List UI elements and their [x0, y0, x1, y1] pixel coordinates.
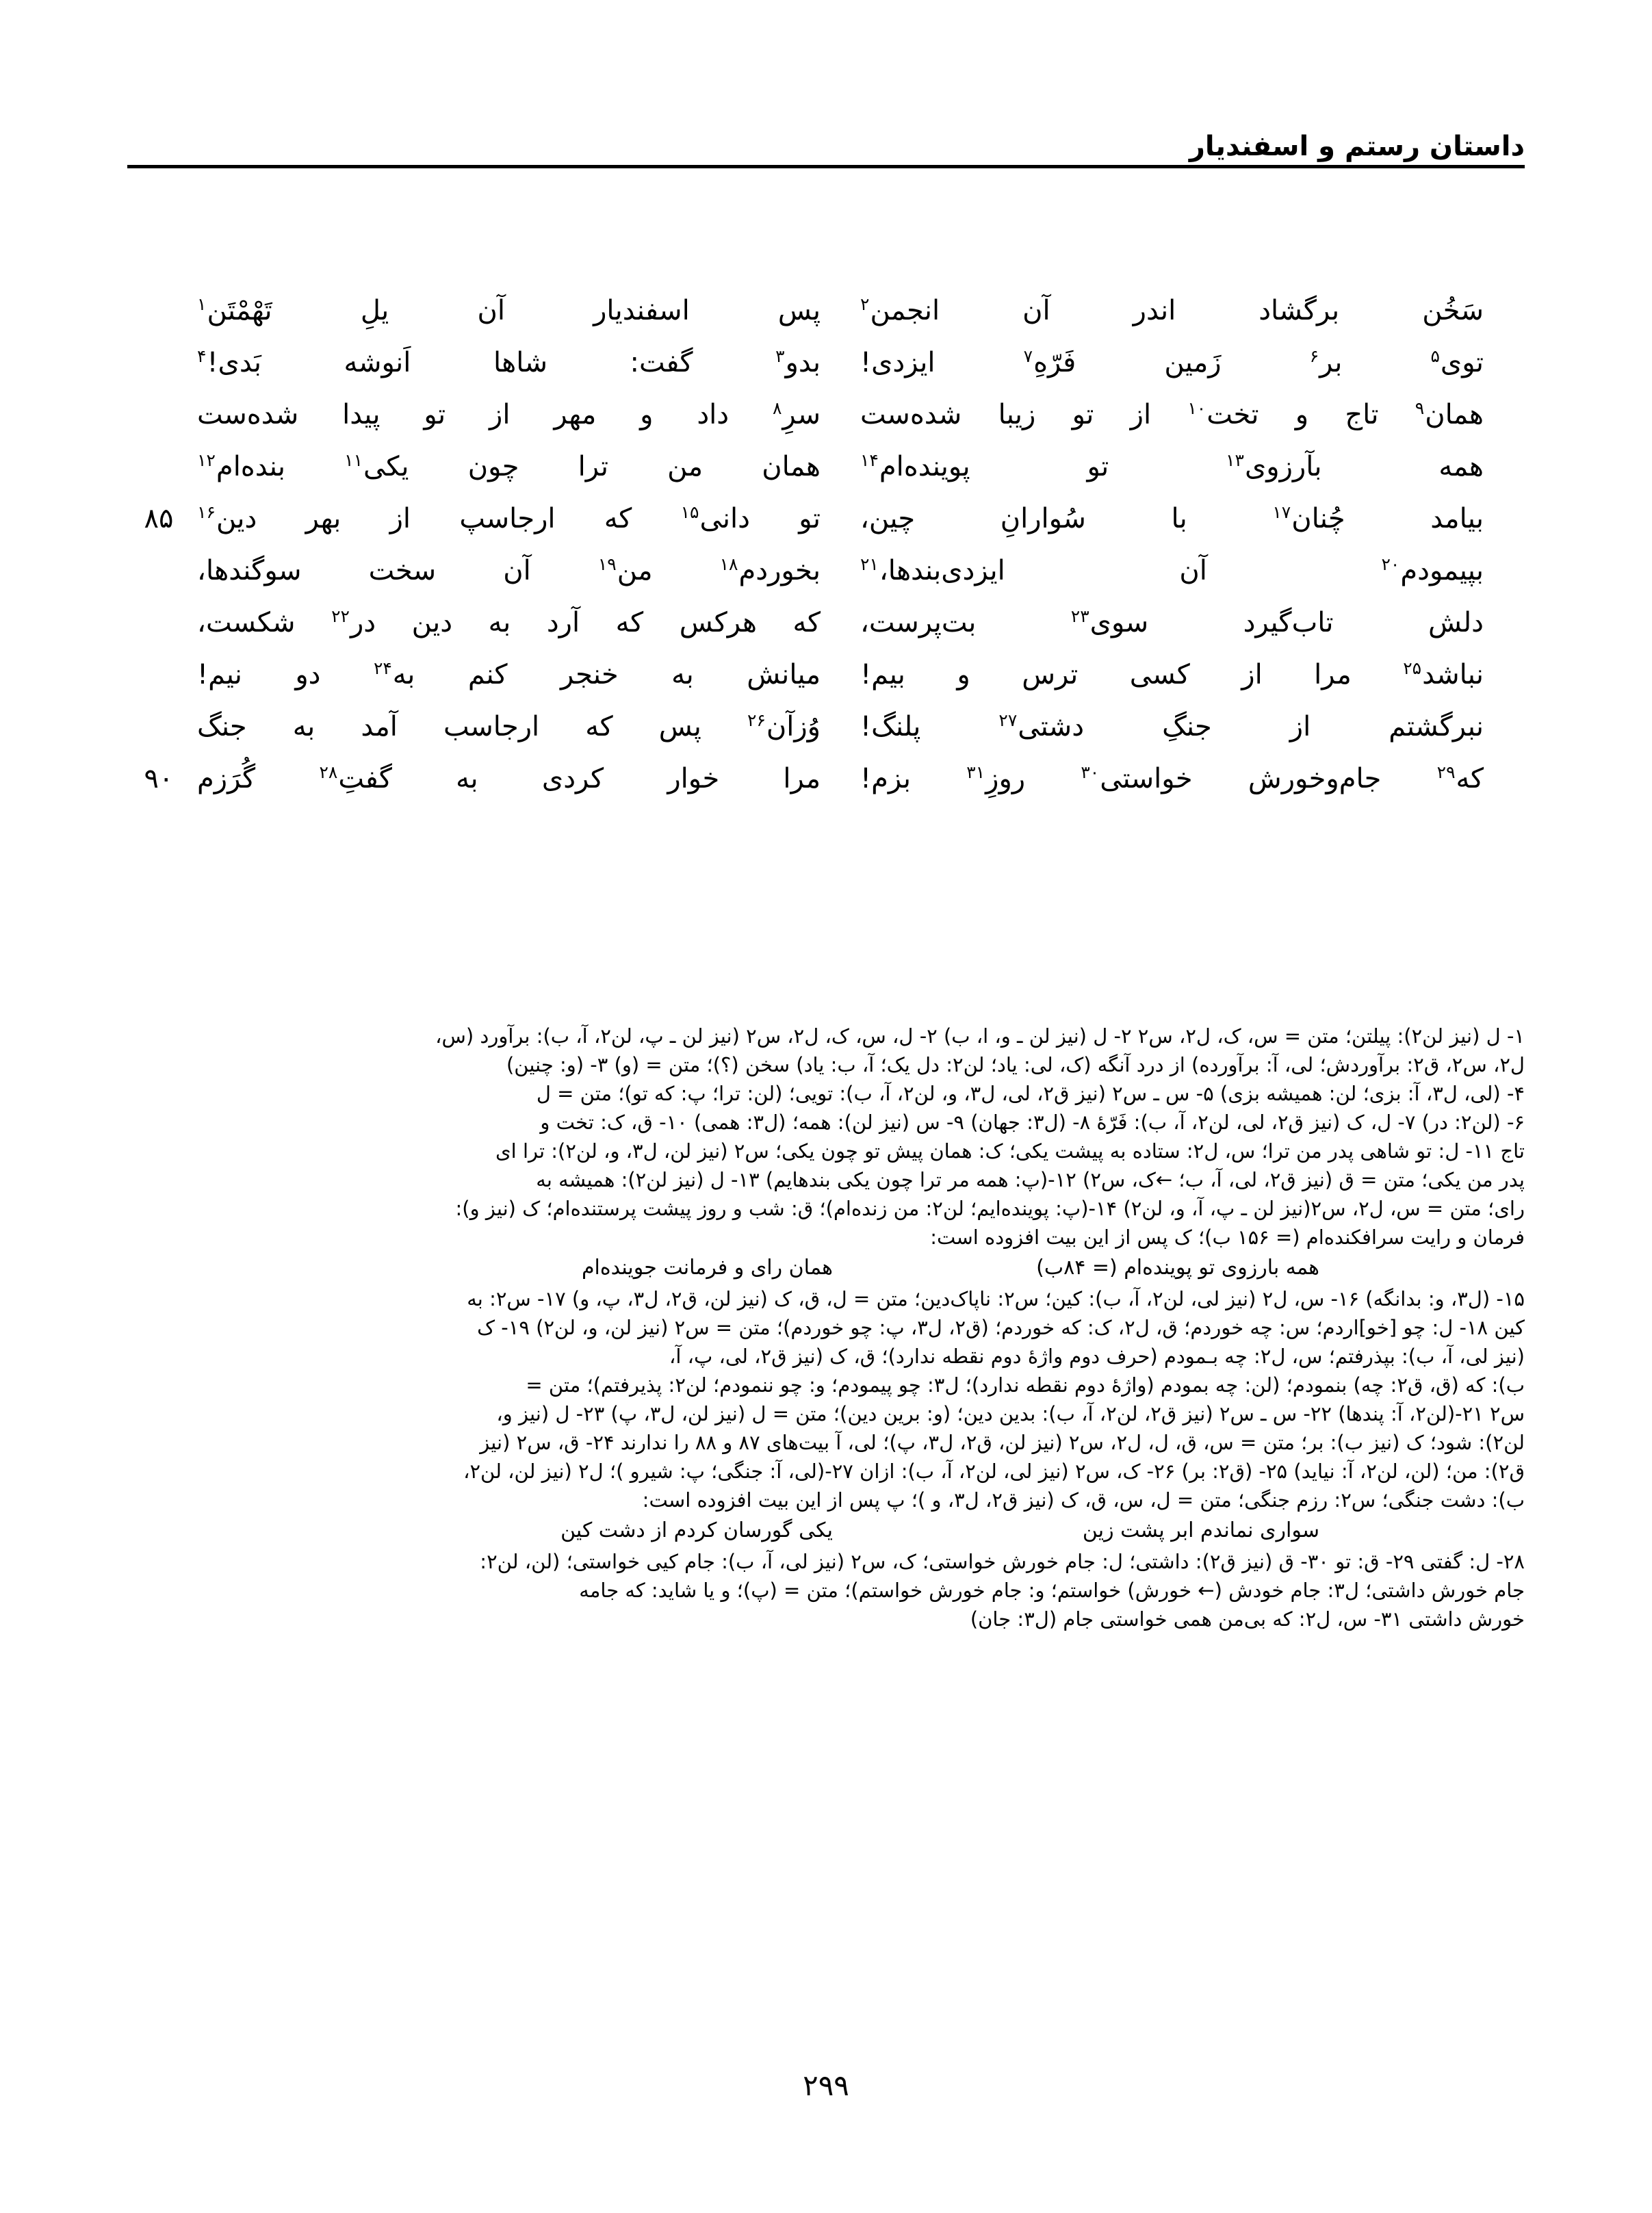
verse-word: انجمن$^۲$: [860, 294, 940, 326]
verse-word: همان: [762, 451, 821, 482]
verse-word: آرد: [546, 607, 580, 638]
footnote-marker: ۷: [1023, 346, 1033, 366]
footnote-marker: ۲۲: [331, 606, 350, 626]
verse-word: و: [957, 659, 970, 690]
verse-word: کردی: [541, 763, 604, 794]
hemistich-left: [841, 494, 1525, 543]
inset-hemistich-second: سواری نماندم ابر پشت زین: [1082, 1518, 1319, 1542]
hemistich-left: [841, 546, 1525, 595]
apparatus-line: تاج ۱۱- ل: تو شاهی پدر من ترا؛ س، ل۲: ستاده به پیشت یکی؛ ک: همان پیش تو چون یکی؛ س۲ (نیز لن، ل۳، و، لن۲): ترا ای: [495, 1139, 1525, 1163]
apparatus-inset-verse: [127, 1252, 1525, 1284]
verse-word: پلنگ!: [860, 711, 921, 742]
footnote-marker: ۱۲: [197, 450, 216, 470]
hemistich-right: [190, 702, 841, 751]
verse-word: گُرَزم: [197, 763, 256, 794]
apparatus-criticus: [127, 1022, 1525, 1633]
apparatus-line: ب): دشت جنگی؛ س۲: رزم جنگی؛ متن = ل، س، ق، ک (نیز ق۲، ل۳، و )؛ پ پس از این بیت افزوده است:: [642, 1488, 1525, 1512]
apparatus-line: لن۲): شود؛ ک (نیز ب): بر؛ متن = س، ق، ل، ل۲، س۲ (نیز لن، ق۲، ل۳، پ)؛ لی، آ بیت‌های ۸۷ و ۸۸ را ندارند ۲۴- ق، س۲ (نیز: [480, 1431, 1525, 1454]
verse-word: آن: [1179, 555, 1207, 586]
hemistich-right: [190, 338, 841, 387]
verse-word: پیدا: [342, 399, 380, 430]
hemistich-left: [841, 650, 1525, 699]
verse-word: تخت$^{۱۰}$: [1187, 398, 1259, 430]
verse-word: از: [389, 503, 411, 534]
footnote-marker: ۱: [197, 294, 207, 314]
hemistich-right: [190, 598, 841, 647]
verse-couplet: [127, 494, 1525, 546]
footnote-marker: ۹: [1415, 398, 1425, 418]
verse-couplet: [127, 754, 1525, 806]
inset-hemistich-first: همان رای و فرمانت جوینده‌ام: [581, 1256, 833, 1280]
hemistich-left: [841, 598, 1525, 647]
verse-word: گفت:: [630, 347, 693, 378]
footnote-marker: ۱۹: [597, 554, 617, 574]
verse-word: مهر: [554, 399, 597, 430]
hemistich-left: [841, 286, 1525, 335]
verse-word: جنگِ: [1162, 711, 1212, 742]
verse-word: از: [489, 399, 511, 430]
header-rule: [127, 165, 1525, 168]
verse-word: خنجر: [560, 659, 619, 690]
verse-word: تاب‌گیرد: [1243, 607, 1334, 638]
apparatus-line: ق۲): من؛ (لن، لن۲، آ: نیاید) ۲۵- (ق۲: بر) ۲۶- ک، س۲ (نیز لی، لن۲، آ، ب): ازان ۲۷-(لی، آ: جنگی؛ پ: شیرو )؛ ل۲ (نیز لن، لن۲،: [463, 1460, 1525, 1483]
footnote-marker: ۲۶: [747, 710, 766, 730]
verse-word: ایزدی!: [860, 347, 935, 378]
verse-word: پوینده‌ام$^{۱۴}$: [860, 450, 970, 482]
apparatus-line: ۱- ل (نیز لن۲): پیلتن؛ متن = س، ک، ل۲، س۲ ۲- ل (نیز لن ـ و، ا، ب) ۲- ل، س، ک، ل۲، س۲ (نیز لن ـ پ، لن۲، آ، ب): برآورد (س،: [435, 1024, 1525, 1048]
footnote-marker: ۴: [197, 346, 207, 366]
verse-word: پس: [658, 711, 701, 742]
verse-couplet: [127, 286, 1525, 338]
verse-word: فَرّهِ$^۷$: [1023, 346, 1076, 378]
verse-word: که: [585, 711, 613, 742]
verse-word: سوی$^{۲۳}$: [1070, 606, 1149, 638]
verse-word: یلِ: [360, 295, 389, 326]
verse-block: [127, 286, 1525, 806]
verse-couplet: [127, 442, 1525, 494]
verse-word: بیامد: [1430, 503, 1484, 534]
verse-word: که$^{۲۹}$: [1436, 762, 1484, 794]
footnote-marker: ۲۱: [860, 554, 879, 574]
verse-word: هرکس: [679, 607, 757, 638]
footnote-marker: ۱۸: [719, 554, 738, 574]
verse-word: بیم!: [860, 659, 905, 690]
apparatus-line: ل۲، س۲، ق۲: برآوردش؛ لی، آ: برآورده) از درد آنگه (ک، لی: یاد؛ لن۲: دل یک؛ آ، ب: یاد) سخن (؟)؛ متن = (و) ۳- (و: چنین): [506, 1053, 1525, 1076]
verse-word: در$^{۲۲}$: [331, 606, 376, 638]
footnote-marker: ۲۸: [319, 762, 338, 782]
verse-word: جام‌وخورش: [1248, 763, 1382, 794]
verse-word: نبرگشتم: [1389, 711, 1484, 742]
verse-word: به: [292, 711, 315, 742]
verse-word: مرا: [783, 763, 821, 794]
verse-word: دشتی$^{۲۷}$: [998, 710, 1085, 742]
verse-word: کنم: [467, 659, 508, 690]
verse-word: گفتِ$^{۲۸}$: [319, 762, 392, 794]
footnote-marker: ۱۱: [344, 450, 363, 470]
footnote-marker: ۵: [1430, 346, 1440, 366]
apparatus-line: جام خورش داشتی؛ ل۳: جام خودش (← خورش) خواستم؛ و: جام خورش خواستم)؛ متن = (پ)؛ و یا شاید: که جامه: [579, 1579, 1525, 1602]
verse-word: ترا: [578, 451, 608, 482]
verse-word: من$^{۱۹}$: [597, 554, 653, 586]
verse-word: بآرزوی$^{۱۳}$: [1226, 450, 1322, 482]
verse-word: بهر: [305, 503, 341, 534]
verse-word: آن: [477, 295, 505, 326]
verse-word: که: [792, 607, 821, 638]
apparatus-inset-verse: [127, 1514, 1525, 1547]
hemistich-right: [190, 650, 841, 699]
verse-word: بنده‌ام$^{۱۲}$: [197, 450, 285, 482]
verse-couplet: [127, 598, 1525, 650]
apparatus-line: (نیز لی، آ، ب): بپذرفتم؛ س، ل۲: چه بـمودم (حرف دوم واژهٔ دوم نقطه ندارد)؛ ق، ک (نیز ق۲، لی، پ، آ،: [669, 1345, 1525, 1368]
verse-word: بدو$^۳$: [775, 346, 821, 378]
verse-word: تو: [799, 503, 821, 534]
footnote-marker: ۲: [860, 294, 870, 314]
footnote-marker: ۱۶: [197, 502, 216, 522]
verse-word: بَدی!$^۴$: [197, 346, 261, 378]
verse-word: از: [1130, 399, 1152, 430]
hemistich-right: [190, 442, 841, 491]
verse-word: شاها: [493, 347, 547, 378]
verse-word: سوگندها،: [197, 555, 302, 586]
apparatus-line: پدر من یکی؛ متن = ق (نیز ق۲، لی، آ، ب؛ ←ک، س۲) ۱۲-(پ: همه مر ترا چون یکی بندهایم) ۱۳- ل (نیز لن۲): همیشه به: [536, 1168, 1525, 1191]
verse-word: بزم!: [860, 763, 912, 794]
verse-word: تَهْمْتَن$^۱$: [197, 294, 272, 326]
verse-word: همان$^۹$: [1415, 398, 1484, 430]
verse-word: سخت: [368, 555, 437, 586]
verse-couplet: [127, 546, 1525, 598]
footnote-marker: ۲۴: [373, 658, 392, 678]
verse-word: تو: [1072, 399, 1094, 430]
verse-word: و: [640, 399, 654, 430]
verse-word: بر$^۶$: [1309, 346, 1343, 378]
verse-word: خواستی$^{۳۰}$: [1081, 762, 1193, 794]
apparatus-line: خورش داشتی ۳۱- س، ل۲: که بی‌من همی خواستی جام (ل۳: جان): [970, 1607, 1525, 1631]
verse-word: تو: [1087, 451, 1109, 482]
inset-hemistich-first: یکی گورسان کردم از دشت کین: [560, 1518, 833, 1542]
verse-couplet: [127, 702, 1525, 754]
verse-line-number: ۹۰: [144, 763, 174, 794]
footnote-marker: ۱۰: [1187, 398, 1206, 418]
verse-word: که: [615, 607, 644, 638]
footnote-marker: ۳: [775, 346, 785, 366]
hemistich-left: [841, 338, 1525, 387]
verse-word: برگشاد: [1259, 295, 1340, 326]
verse-couplet: [127, 338, 1525, 390]
verse-word: دو: [295, 659, 321, 690]
verse-word: آن: [1022, 295, 1050, 326]
footnote-marker: ۲۹: [1436, 762, 1456, 782]
footnote-marker: ۲۳: [1070, 606, 1089, 626]
verse-word: اسفندیار: [593, 295, 690, 326]
verse-word: سرِ$^۸$: [772, 398, 821, 430]
apparatus-line: ۱۵- (ل۳، و: بدانگه) ۱۶- س، ل۲ (نیز لی، لن۲، آ، ب): کین؛ س۲: ناپاک‌دین؛ متن = ل، ق، ک (نیز لن، ق۲، ل۳، پ، و) ۱۷- س۲: به: [467, 1287, 1525, 1310]
verse-word: یکی$^{۱۱}$: [344, 450, 409, 482]
verse-word: تاج: [1345, 399, 1379, 430]
verse-word: از: [1289, 711, 1311, 742]
running-header: [127, 127, 1525, 177]
apparatus-line: رای؛ متن = س، ل۲، س۲(نیز لن ـ پ، آ، و، لن۲) ۱۴-(پ: پوینده‌ایم؛ لن۲: من زنده‌ام)؛ ق: شب و روز پیشت پرستنده‌ام؛ ک (نیز و):: [455, 1197, 1525, 1220]
verse-word: ترس: [1022, 659, 1079, 690]
verse-word: که: [604, 503, 632, 534]
verse-couplet: [127, 390, 1525, 442]
folio-number: ۲۹۹: [803, 2069, 849, 2102]
verse-word: بخوردم$^{۱۸}$: [719, 554, 821, 586]
verse-word: ارجاسپ: [459, 503, 556, 534]
verse-word: دانی$^{۱۵}$: [680, 502, 750, 534]
footnote-marker: ۱۷: [1272, 502, 1291, 522]
verse-word: زیبا: [998, 399, 1036, 430]
verse-word: چین،: [860, 503, 916, 534]
footnote-marker: ۱۴: [860, 450, 879, 470]
verse-word: شده‌ست: [860, 399, 962, 430]
verse-word: داد: [697, 399, 730, 430]
hemistich-right: [190, 546, 841, 595]
hemistich-right: [190, 494, 841, 543]
page-title: داستان رستم و اسفندیار: [1189, 131, 1525, 162]
verse-word: پس: [777, 295, 821, 326]
apparatus-line: ب): که (ق، ق۲: چه) بنمودم؛ (لن: چه بمودم (واژهٔ دوم نقطه ندارد)؛ ل۳: چو پیمودم؛ و: چو ننمودم؛ لن۲: پذیرفتم)؛ متن =: [526, 1373, 1525, 1397]
verse-word: سَخُن: [1422, 295, 1484, 326]
apparatus-line: س۲ ۲۱-(لن۲، آ: پندها) ۲۲- س ـ س۲ (نیز ق۲، لن۲، آ، ب): بدین دین؛ (و: برین دین)؛ متن = ل (نیز لن، ل۳، پ) ۲۳- ل (نیز و،: [496, 1402, 1525, 1425]
verse-word: با: [1171, 503, 1187, 534]
footnote-marker: ۲۰: [1381, 554, 1400, 574]
verse-word: زَمین: [1164, 347, 1222, 378]
verse-word: بپیمودم$^{۲۰}$: [1381, 554, 1484, 586]
apparatus-line: کین ۱۸- ل: چو [خو]اردم؛ س: چه خوردم؛ ق، ل۲، ک: که خوردم؛ (ق۲، ل۳، پ: چو خوردم)؛ متن = س۲ (نیز لن، و، لن۲) ۱۹- ک: [477, 1316, 1525, 1339]
verse-word: کسی: [1129, 659, 1190, 690]
verse-word: اندر: [1133, 295, 1176, 326]
verse-word: دین: [411, 607, 453, 638]
hemistich-left: [841, 442, 1525, 491]
verse-word: تو: [424, 399, 446, 430]
footnote-marker: ۶: [1309, 346, 1319, 366]
apparatus-line: ۴- (لی، ل۳، آ: بزی؛ لن: همیشه بزی) ۵- س ـ س۲ (نیز ق۲، لی، ل۳، و، لن۲، آ، ب): تویی؛ (لن: ترا؛ پ: که تو)؛ متن = ل: [536, 1082, 1525, 1105]
verse-word: خوار: [667, 763, 720, 794]
verse-word: دین$^{۱۶}$: [197, 502, 257, 534]
verse-word: وُزآن$^{۲۶}$: [747, 710, 821, 742]
verse-word: چون: [467, 451, 519, 482]
verse-word: من: [667, 451, 704, 482]
inset-hemistich-second: همه بارزوی تو پوینده‌ام (= ۸۴ب): [1036, 1256, 1319, 1280]
hemistich-right: [190, 754, 841, 803]
hemistich-right: [190, 390, 841, 439]
footnote-marker: ۸: [772, 398, 782, 418]
verse-word: اَنوشه: [344, 347, 411, 378]
verse-word: دلش: [1428, 607, 1484, 638]
verse-word: میانش: [747, 659, 821, 690]
verse-word: به: [671, 659, 694, 690]
verse-word: به$^{۲۴}$: [373, 658, 415, 690]
verse-word: چُنان$^{۱۷}$: [1272, 502, 1345, 534]
verse-word: مرا: [1314, 659, 1352, 690]
apparatus-line: فرمان و رایت سرافکنده‌ام (= ۱۵۶ ب)؛ ک پس از این بیت افزوده است:: [930, 1226, 1525, 1249]
verse-word: نباشد$^{۲۵}$: [1403, 658, 1484, 690]
verse-word: به: [488, 607, 511, 638]
footnote-marker: ۱۳: [1226, 450, 1244, 470]
hemistich-left: [841, 390, 1525, 439]
verse-word: توی$^۵$: [1430, 346, 1484, 378]
hemistich-left: [841, 754, 1525, 803]
verse-word: ایزدی‌بندها،$^{۲۱}$: [860, 554, 1005, 586]
footnote-marker: ۳۱: [966, 762, 985, 782]
apparatus-line: ۶- (لن۲: در) ۷- ل، ک (نیز ق۲، لی، لن۲، آ، ب): فَرّهٔ ۸- (ل۳: جهان) ۹- س (نیز لن): همه؛ (ل۳: همی) ۱۰- ق، ک: تخت و: [540, 1111, 1525, 1134]
verse-word: شده‌ست: [197, 399, 299, 430]
verse-word: از: [1241, 659, 1263, 690]
hemistich-left: [841, 702, 1525, 751]
apparatus-line: ۲۸- ل: گفتی ۲۹- ق: تو ۳۰- ق (نیز ق۲): داشتی؛ ل: جام خورش خواستی؛ ک، س۲ (نیز لی، آ، ب): جام کیی خواستی؛ (لن، لن۲:: [480, 1550, 1525, 1573]
footnote-marker: ۳۰: [1081, 762, 1100, 782]
verse-word: جنگ: [197, 711, 247, 742]
verse-word: بت‌پرست،: [860, 607, 977, 638]
hemistich-right: [190, 286, 841, 335]
verse-word: روزِ$^{۳۱}$: [966, 762, 1026, 794]
footnote-marker: ۲۵: [1403, 658, 1422, 678]
footnote-marker: ۱۵: [680, 502, 699, 522]
verse-word: همه: [1438, 451, 1484, 482]
verse-word: شکست،: [197, 607, 296, 638]
verse-word: نیم!: [197, 659, 242, 690]
verse-line-number: ۸۵: [144, 503, 174, 534]
verse-word: سُوارانِ: [1000, 503, 1086, 534]
verse-word: آن: [503, 555, 531, 586]
footnote-marker: ۲۷: [998, 710, 1018, 730]
verse-word: به: [456, 763, 478, 794]
verse-word: ارجاسب: [443, 711, 540, 742]
verse-word: آمد: [361, 711, 398, 742]
verse-couplet: [127, 650, 1525, 702]
verse-word: و: [1295, 399, 1309, 430]
